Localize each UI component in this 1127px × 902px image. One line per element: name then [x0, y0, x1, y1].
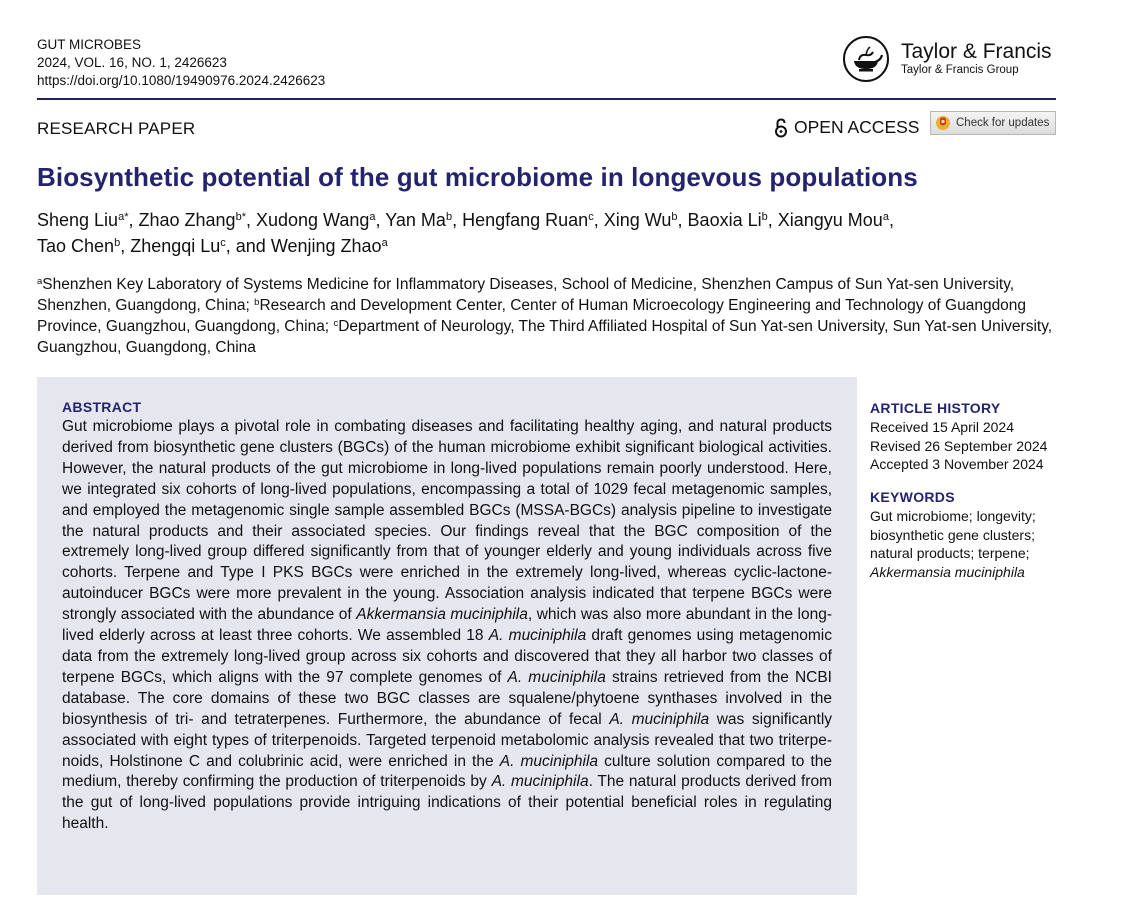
species-name: A. muciniphila [488, 627, 587, 645]
author-list [37, 207, 1067, 259]
check-updates-icon [935, 115, 951, 131]
author-separator: , [767, 210, 778, 230]
check-for-updates-button[interactable] [930, 111, 1056, 135]
affiliation-mark: b [254, 297, 260, 308]
author-affiliation-mark: c [220, 237, 226, 249]
accepted-date: Accepted 3 November 2024 [870, 456, 1044, 472]
author-name: Xing Wu [603, 210, 672, 230]
author-name: Sheng Liu [37, 210, 119, 230]
author[interactable] [385, 210, 452, 230]
affiliations [37, 274, 1067, 358]
author-name: Wenjing Zhao [270, 236, 382, 256]
author-name: Xiangyu Mou [777, 210, 883, 230]
author[interactable] [688, 210, 768, 230]
author[interactable] [462, 210, 594, 230]
author-affiliation-mark: a* [118, 211, 129, 223]
author-name: Yan Ma [385, 210, 446, 230]
publisher-name: Taylor & Francis [901, 40, 1052, 63]
author-separator: , [245, 210, 256, 230]
author[interactable] [604, 210, 678, 230]
header-divider [37, 98, 1056, 100]
publisher-logo[interactable] [843, 36, 1052, 82]
author-affiliation-mark: b [761, 211, 768, 223]
abstract-segment: culture solution compared to the medium, thereby confirming the production of triterpenoids by [62, 752, 832, 791]
author-affiliation-mark: a [369, 211, 376, 223]
affiliation-text: Department of Neurology, The Third Affiliated Hospital of Sun Yat-sen University, Sun Yat-sen University, Guangzhou, Guangdong, China [37, 318, 1053, 356]
author-separator: , [452, 210, 463, 230]
author-separator: , [593, 210, 604, 230]
author[interactable] [256, 210, 376, 230]
species-name: Akkermansia muciniphila [356, 606, 528, 624]
paper-type: RESEARCH PAPER [37, 119, 196, 138]
abstract-segment: was significantly associated with eight types of triterpenoids. Targeted terpenoid metabolomic analysis revealed that two triterpenoids, Holstinone C and colubrinic acid, were enriched in the [62, 710, 833, 770]
author-affiliation-mark: b [114, 237, 121, 249]
author-separator: , [120, 236, 131, 256]
author-separator: , [888, 210, 894, 230]
abstract-segment: draft genomes using metagenomic data from the extremely long-lived group across six cohorts and discovered that they all harbor two classes of terpene BGCs, which aligns with the 97 complete genomes of [62, 627, 832, 686]
species-name: A. muciniphila [499, 752, 599, 770]
author-affiliation-mark: c [588, 211, 594, 223]
author-name: Zhao Zhang [138, 210, 236, 230]
species-name: A. muciniphila [609, 710, 710, 728]
journal-name: GUT MICROBES [37, 37, 142, 52]
author-separator: , [375, 210, 386, 230]
affiliation-mark: a [37, 276, 43, 287]
affiliation-mark: c [333, 318, 339, 329]
abstract-segment: strains retrieved from the NCBI database. The core domains of these two BGC classes are squalene/phytoene synthases involved in the biosynthesis of tri- and tetraterpenes. Furthermore, the abundance of fecal [62, 668, 832, 728]
keyword-line: Akkermansia muciniphila [870, 563, 1025, 580]
journal-volume: 2024, VOL. 16, NO. 1, 2426623 [37, 55, 227, 70]
species-name: A. muciniphila [491, 773, 589, 791]
species-name: A. muciniphila [507, 668, 606, 686]
keywords-heading: KEYWORDS [870, 489, 955, 505]
author[interactable] [139, 210, 246, 230]
affiliation-text: Shenzhen Key Laboratory of Systems Medicine for Inflammatory Diseases, School of Medicine, Shenzhen Campus of Sun Yat-sen University, Shenzhen, Guangdong, China; [37, 276, 1015, 314]
publisher-group: Taylor & Francis Group [901, 64, 1019, 76]
open-access-badge [774, 117, 919, 138]
author-name: Xudong Wang [256, 210, 370, 230]
abstract-segment: Gut microbiome plays a pivotal role in combating diseases and facilitating healthy aging, and natural products derived from biosynthetic gene clusters (BGCs) of the human microbiome exhibit significant biological activities. However, the natural products of the gut microbiome in long-lived populations remain poorly understood. Here, we integrated six cohorts of long-lived populations, encompassing a total of 1029 fecal metagenomic samples, and employed the metagenomic single sample assembled BGCs (MSSA-BGCs) analysis pipeline to investigate the natural products and their associated species. Our findings reveal that the BGC composition of the extremely long-lived group differed significantly from that of younger elderly and young individuals across five cohorts. Terpene and Type I PKS BGCs were enriched in the extremely long-lived, whereas cyclic-lactone-autoinducer BGCs were more prevalent in the young. Association analysis indicated that terpene BGCs were strongly associated with the abundance of [62, 418, 832, 624]
abstract-panel [37, 377, 857, 895]
lamp-icon [843, 36, 889, 82]
check-updates-label: Check for updates [956, 117, 1050, 129]
author[interactable] [37, 210, 128, 230]
journal-info [37, 36, 325, 90]
keyword-line: Gut microbiome; longevity; [870, 508, 1036, 524]
author-affiliation-mark: a [882, 211, 889, 223]
affiliation-text: Research and Development Center, Center of Human Microecology Engineering and Technology of Guangdong Province, Guangzhou, Guangdong, China; [37, 297, 1027, 335]
author-name: Zhengqi Lu [130, 236, 221, 256]
abstract-segment: . The natural products derived from the gut of long-lived populations provide intriguing indications of their potential beneficial roles in regulating health. [62, 773, 833, 833]
keyword-line: biosynthetic gene clusters; [870, 526, 1035, 543]
open-access-label: OPEN ACCESS [794, 117, 920, 137]
article-title: Biosynthetic potential of the gut microbiome in longevous populations [37, 162, 918, 192]
author-name: Tao Chen [37, 236, 115, 256]
article-history-heading: ARTICLE HISTORY [870, 400, 1001, 416]
author[interactable] [271, 236, 388, 256]
author-separator: , [128, 210, 139, 230]
author-name: Hengfang Ruan [462, 210, 589, 230]
keyword-line: natural products; terpene; [870, 545, 1030, 561]
author-affiliation-mark: b* [235, 211, 246, 223]
author[interactable] [778, 210, 889, 230]
author[interactable] [130, 236, 226, 256]
open-lock-icon [774, 118, 788, 138]
received-date: Received 15 April 2024 [870, 419, 1014, 435]
abstract-segment: , which was also more abundant in the long-lived elderly across at least three cohorts. We assembled 18 [62, 606, 832, 645]
author[interactable] [37, 236, 120, 256]
author-affiliation-mark: b [445, 211, 453, 223]
doi-link[interactable]: https://doi.org/10.1080/19490976.2024.2426623 [37, 73, 326, 88]
abstract-text [62, 417, 832, 835]
author-affiliation-mark: b [671, 211, 678, 223]
revised-date: Revised 26 September 2024 [870, 437, 1048, 454]
author-separator: , [677, 210, 688, 230]
article-history [870, 399, 1047, 474]
keywords-section [870, 488, 1036, 581]
author-name: Baoxia Li [687, 210, 762, 230]
abstract-heading: ABSTRACT [62, 399, 142, 415]
author-affiliation-mark: a [381, 237, 388, 249]
author-separator: , and [225, 236, 271, 256]
